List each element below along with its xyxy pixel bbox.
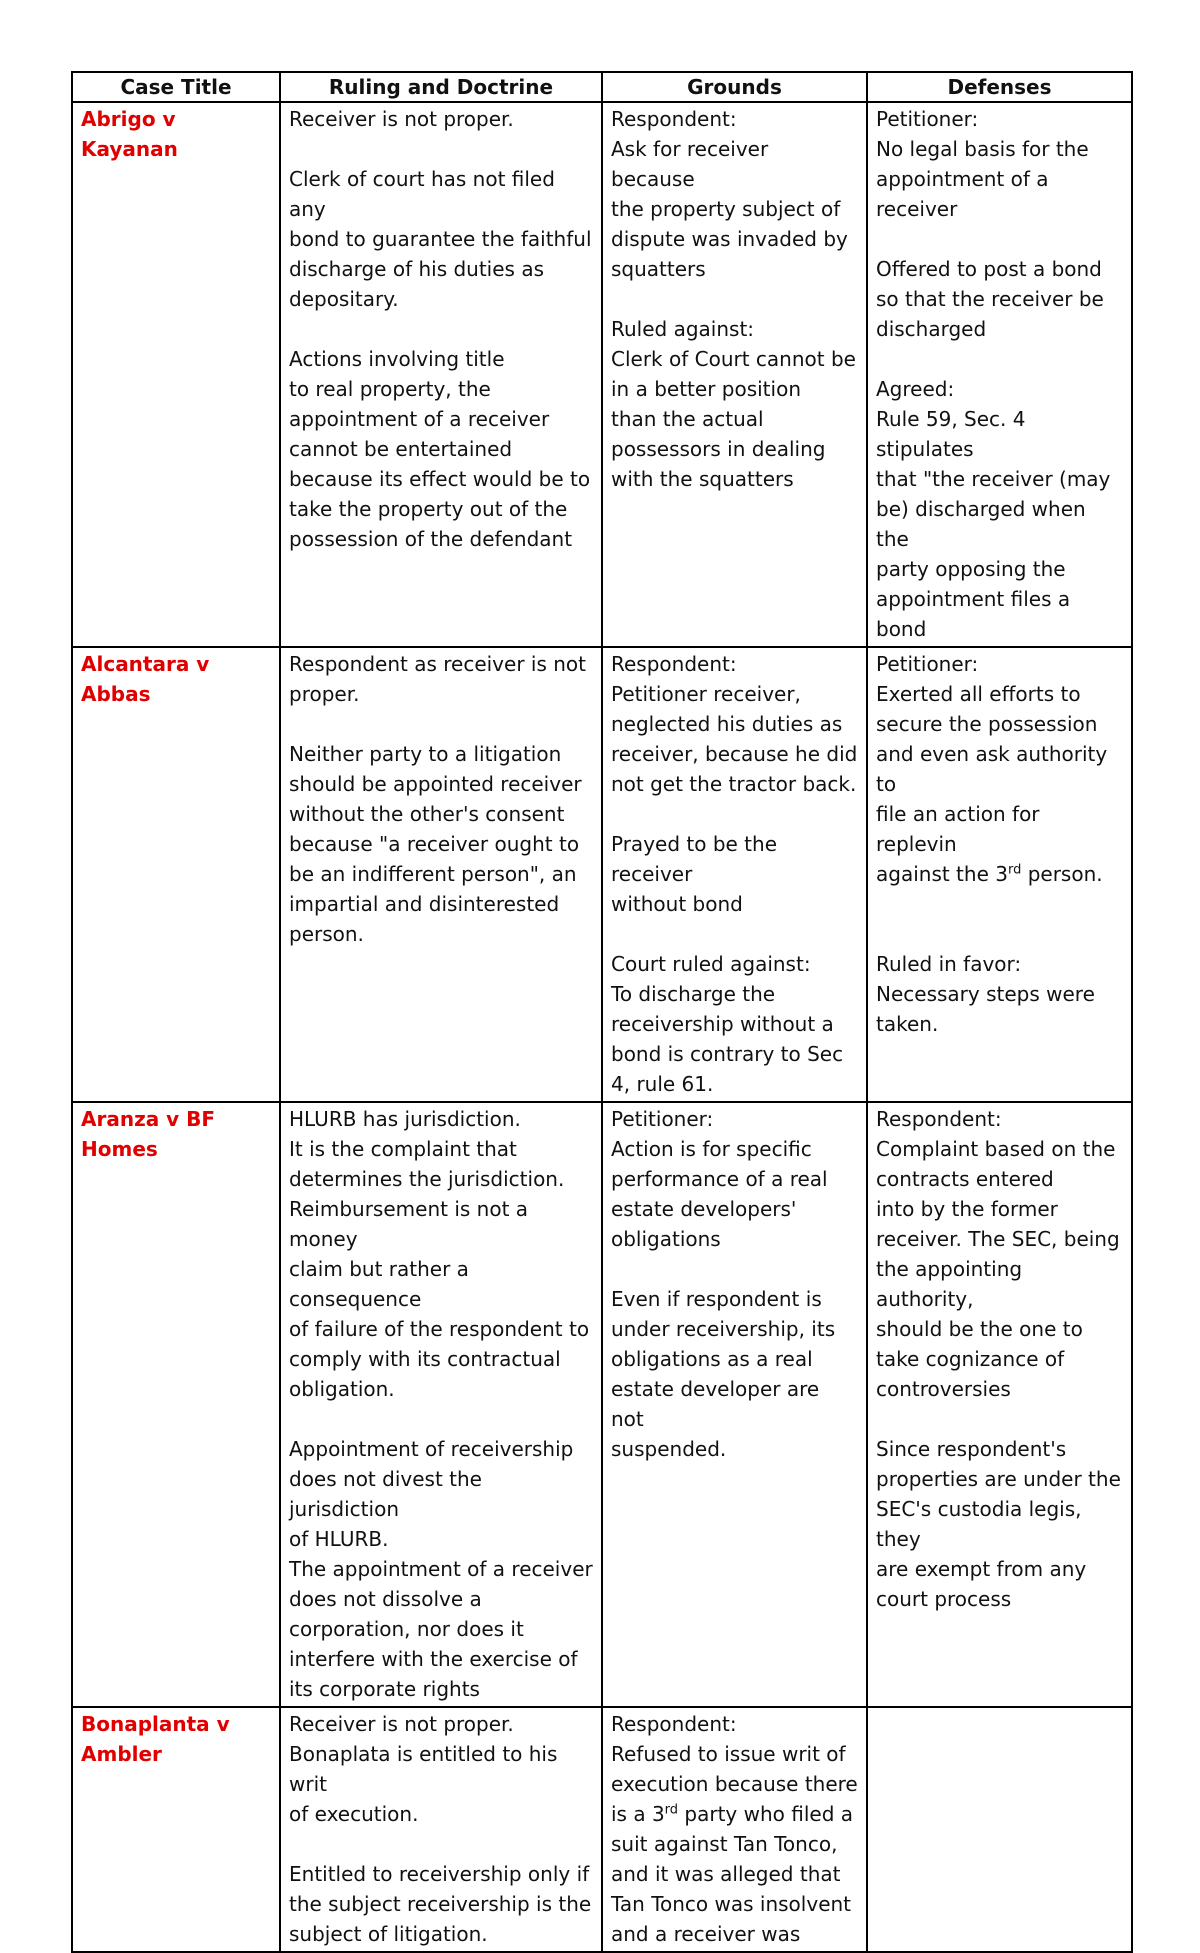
- text-line: Rule 59, Sec. 4 stipulates: [876, 407, 1026, 461]
- text-line: Respondent:: [611, 1712, 737, 1736]
- text-line: Respondent:: [611, 107, 737, 131]
- text-line: receiver. The SEC, being: [876, 1227, 1120, 1251]
- grounds-cell: [602, 102, 867, 647]
- table-row: [72, 1102, 1132, 1707]
- text-line: impartial and disinterested: [289, 892, 560, 916]
- text-line: secure the possession: [876, 712, 1098, 736]
- text-line: appointment files a bond: [876, 587, 1071, 641]
- text-line: neglected his duties as: [611, 712, 843, 736]
- text-line: the subject receivership is the: [289, 1892, 592, 1916]
- text-line: without bond: [611, 892, 743, 916]
- ruling-cell: [280, 1102, 602, 1707]
- text-line: discharged: [876, 317, 987, 341]
- text-line: Bonaplata is entitled to his writ: [289, 1742, 558, 1796]
- case-title-cell: [72, 102, 280, 647]
- text-line: Offered to post a bond: [876, 257, 1102, 281]
- text-line: possessors in dealing: [611, 437, 826, 461]
- text-line: with the squatters: [611, 467, 794, 491]
- text-line: interfere with the exercise of: [289, 1647, 578, 1671]
- text-line: Entitled to receivership only if: [289, 1862, 590, 1886]
- text-line: Complaint based on the: [876, 1137, 1116, 1161]
- text-line: Petitioner:: [611, 1107, 714, 1131]
- text-line: the property subject of: [611, 197, 841, 221]
- case-title-line: Kayanan: [81, 137, 178, 161]
- text-line: so that the receiver be: [876, 287, 1104, 311]
- text-line: 4, rule 61.: [611, 1072, 714, 1096]
- text-line: into by the former: [876, 1197, 1058, 1221]
- text-line: depositary.: [289, 287, 399, 311]
- text-line: without the other's consent: [289, 802, 565, 826]
- text-line: and it was alleged that: [611, 1862, 841, 1886]
- text-line: Clerk of court has not filed any: [289, 167, 555, 221]
- ruling-cell: [280, 1707, 602, 1952]
- text-line: Respondent as receiver is not: [289, 652, 586, 676]
- text-line: suit against Tan Tonco,: [611, 1832, 838, 1856]
- text-line: Tan Tonco was insolvent: [611, 1892, 852, 1916]
- text-line: Actions involving title: [289, 347, 505, 371]
- text-line: obligations as a real: [611, 1347, 813, 1371]
- text-line: Since respondent's: [876, 1437, 1067, 1461]
- text-line: claim but rather a consequence: [289, 1257, 469, 1311]
- text-line: It is the complaint that: [289, 1137, 517, 1161]
- document-page: [71, 71, 1131, 1953]
- text-line-with-superscript: against the 3rd person.: [876, 862, 1103, 886]
- defenses-cell-empty: [867, 1707, 1132, 1952]
- text-line: of HLURB.: [289, 1527, 389, 1551]
- text-line: Ruled against:: [611, 317, 755, 341]
- text-line: properties are under the: [876, 1467, 1121, 1491]
- text-line: Petitioner receiver,: [611, 682, 801, 706]
- text-line: taken.: [876, 1012, 939, 1036]
- text-line: be an indifferent person", an: [289, 862, 577, 886]
- text-line: dispute was invaded by: [611, 227, 848, 251]
- text-line: The appointment of a receiver: [289, 1557, 593, 1581]
- text-line: Respondent:: [611, 652, 737, 676]
- text-line: Court ruled against:: [611, 952, 811, 976]
- text-line: estate developer are not: [611, 1377, 820, 1431]
- text-line: SEC's custodia legis, they: [876, 1497, 1082, 1551]
- text-line: take cognizance of: [876, 1347, 1065, 1371]
- case-title-cell: [72, 1707, 280, 1952]
- text-line: and even ask authority to: [876, 742, 1108, 796]
- defenses-cell: [867, 647, 1132, 1102]
- text-line: person.: [289, 922, 364, 946]
- header-row: [72, 72, 1132, 102]
- grounds-cell: [602, 1102, 867, 1707]
- text-line: determines the jurisdiction.: [289, 1167, 565, 1191]
- ruling-cell: [280, 102, 602, 647]
- text-line: Neither party to a litigation: [289, 742, 562, 766]
- text-line: obligation.: [289, 1377, 395, 1401]
- grounds-cell: [602, 1707, 867, 1952]
- text-line: appointment of a receiver: [289, 407, 550, 431]
- text-line: bond is contrary to Sec: [611, 1042, 844, 1066]
- text-line: its corporate rights: [289, 1677, 480, 1701]
- text-line: Clerk of Court cannot be: [611, 347, 856, 371]
- case-title-line: Bonaplanta v: [81, 1712, 230, 1736]
- text-line: of failure of the respondent to: [289, 1317, 590, 1341]
- text-line: take the property out of the: [289, 497, 568, 521]
- text-line: execution because there: [611, 1772, 858, 1796]
- text-line: possession of the defendant: [289, 527, 573, 551]
- text-line: Agreed:: [876, 377, 955, 401]
- case-title-line: Ambler: [81, 1742, 162, 1766]
- text-line: No legal basis for the: [876, 137, 1089, 161]
- text-line: because "a receiver ought to: [289, 832, 580, 856]
- text-line: under receivership, its: [611, 1317, 836, 1341]
- text-line: Exerted all efforts to: [876, 682, 1081, 706]
- text-line: court process: [876, 1587, 1012, 1611]
- grounds-cell: [602, 647, 867, 1102]
- text-line: does not dissolve a: [289, 1587, 482, 1611]
- defenses-cell: [867, 102, 1132, 647]
- case-title-line: Alcantara v: [81, 652, 210, 676]
- text-line: Respondent:: [876, 1107, 1002, 1131]
- text-line: should be the one to: [876, 1317, 1083, 1341]
- text-line: file an action for replevin: [876, 802, 1040, 856]
- text-line: obligations: [611, 1227, 721, 1251]
- text-line: Petitioner:: [876, 107, 979, 131]
- text-line-with-superscript: is a 3rd party who filed a: [611, 1802, 854, 1826]
- text-line: controversies: [876, 1377, 1011, 1401]
- text-line: performance of a real: [611, 1167, 828, 1191]
- text-line: squatters: [611, 257, 706, 281]
- text-line: suspended.: [611, 1437, 727, 1461]
- text-line: than the actual: [611, 407, 764, 431]
- text-line: receiver, because he did: [611, 742, 858, 766]
- table-row: [72, 647, 1132, 1102]
- text-line: discharge of his duties as: [289, 257, 544, 281]
- defenses-cell: [867, 1102, 1132, 1707]
- text-line: Reimbursement is not a money: [289, 1197, 529, 1251]
- text-line: Ask for receiver because: [611, 137, 769, 191]
- text-line: cannot be entertained: [289, 437, 513, 461]
- text-line: Necessary steps were: [876, 982, 1095, 1006]
- text-line: of execution.: [289, 1802, 419, 1826]
- text-line: are exempt from any: [876, 1557, 1087, 1581]
- text-line: contracts entered: [876, 1167, 1054, 1191]
- text-line: Appointment of receivership: [289, 1437, 574, 1461]
- text-line: the appointing authority,: [876, 1257, 1023, 1311]
- text-line: HLURB has jurisdiction.: [289, 1107, 521, 1131]
- table-row: [72, 1707, 1132, 1952]
- text-line: receivership without a: [611, 1012, 834, 1036]
- text-line: Receiver is not proper.: [289, 1712, 514, 1736]
- text-line: Ruled in favor:: [876, 952, 1022, 976]
- case-title-line: Homes: [81, 1137, 158, 1161]
- text-line: subject of litigation.: [289, 1922, 488, 1946]
- text-line: appointment of a: [876, 167, 1049, 191]
- text-line: does not divest the jurisdiction: [289, 1467, 482, 1521]
- text-line: receiver: [876, 197, 958, 221]
- text-line: corporation, nor does it: [289, 1617, 524, 1641]
- case-title-line: Abbas: [81, 682, 151, 706]
- text-line: in a better position: [611, 377, 801, 401]
- text-line: proper.: [289, 682, 360, 706]
- text-line: bond to guarantee the faithful: [289, 227, 592, 251]
- ruling-cell: [280, 647, 602, 1102]
- text-line: party opposing the: [876, 557, 1066, 581]
- text-line: that "the receiver (may: [876, 467, 1111, 491]
- text-line: and a receiver was: [611, 1922, 801, 1946]
- text-line: Action is for specific: [611, 1137, 812, 1161]
- text-line: be) discharged when the: [876, 497, 1086, 551]
- text-line: Prayed to be the receiver: [611, 832, 777, 886]
- text-line: Even if respondent is: [611, 1287, 822, 1311]
- case-title-cell: [72, 1102, 280, 1707]
- header-grounds: Grounds: [602, 72, 867, 102]
- text-line: not get the tractor back.: [611, 772, 857, 796]
- text-line: should be appointed receiver: [289, 772, 582, 796]
- case-digest-table: [71, 71, 1133, 1953]
- header-case-title: Case Title: [72, 72, 280, 102]
- case-title-cell: [72, 647, 280, 1102]
- header-ruling-and-doctrine: Ruling and Doctrine: [280, 72, 602, 102]
- case-title-line: Aranza v BF: [81, 1107, 216, 1131]
- case-title-line: Abrigo v: [81, 107, 176, 131]
- header-defenses: Defenses: [867, 72, 1132, 102]
- text-line: Petitioner:: [876, 652, 979, 676]
- text-line: To discharge the: [611, 982, 776, 1006]
- text-line: comply with its contractual: [289, 1347, 561, 1371]
- text-line: estate developers': [611, 1197, 797, 1221]
- text-line: Receiver is not proper.: [289, 107, 514, 131]
- table-row: [72, 102, 1132, 647]
- text-line: Refused to issue writ of: [611, 1742, 846, 1766]
- text-line: because its effect would be to: [289, 467, 591, 491]
- text-line: to real property, the: [289, 377, 491, 401]
